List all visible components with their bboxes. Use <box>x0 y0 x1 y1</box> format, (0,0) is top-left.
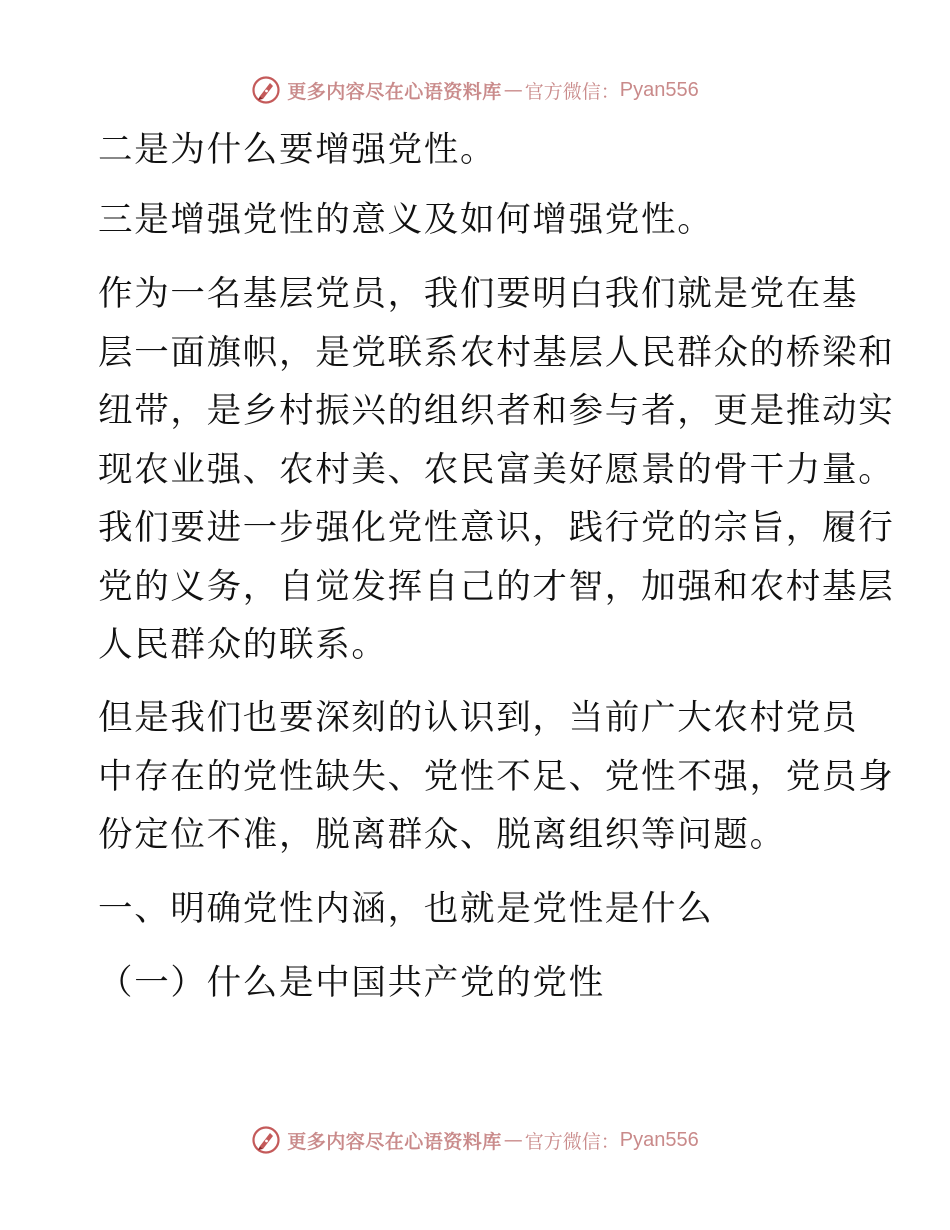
watermark-separator: — <box>503 79 523 101</box>
fountain-pen-circle-icon <box>251 1125 281 1155</box>
watermark-brand: 更多内容尽在心语资料库 <box>287 1130 502 1153</box>
text-line: 人民群众的联系。 <box>98 625 388 665</box>
text-line: 二是为什么要增强党性。 <box>98 130 497 170</box>
watermark-brand: 更多内容尽在心语资料库 <box>287 80 502 103</box>
text-line: 党的义务，自觉发挥自己的才智，加强和农村基层 <box>98 567 895 607</box>
watermark-separator: — <box>503 1129 523 1151</box>
text-line: （一）什么是中国共产党的党性 <box>98 963 605 1003</box>
text-line: 现农业强、农村美、农民富美好愿景的骨干力量。 <box>98 450 895 490</box>
text-line: 层一面旗帜，是党联系农村基层人民群众的桥梁和 <box>98 333 895 373</box>
header-watermark <box>0 72 950 108</box>
text-line: 一、明确党性内涵，也就是党性是什么 <box>98 889 714 929</box>
text-line: 作为一名基层党员，我们要明白我们就是党在基 <box>98 274 859 314</box>
text-line: 份定位不准，脱离群众、脱离组织等问题。 <box>98 815 786 855</box>
watermark-wechat-id: Pyan556 <box>619 78 699 101</box>
text-line: 但是我们也要深刻的认识到，当前广大农村党员 <box>98 698 859 738</box>
watermark-wechat-id: Pyan556 <box>619 1128 699 1151</box>
text-line: 三是增强党性的意义及如何增强党性。 <box>98 200 714 240</box>
watermark-label: 官方微信： <box>524 1130 620 1153</box>
text-line: 纽带，是乡村振兴的组织者和参与者，更是推动实 <box>98 391 895 431</box>
fountain-pen-circle-icon <box>251 75 281 105</box>
watermark-label: 官方微信： <box>524 80 620 103</box>
footer-watermark <box>0 1122 950 1158</box>
text-line: 我们要进一步强化党性意识，践行党的宗旨，履行 <box>98 508 895 548</box>
text-line: 中存在的党性缺失、党性不足、党性不强，党员身 <box>98 757 895 797</box>
